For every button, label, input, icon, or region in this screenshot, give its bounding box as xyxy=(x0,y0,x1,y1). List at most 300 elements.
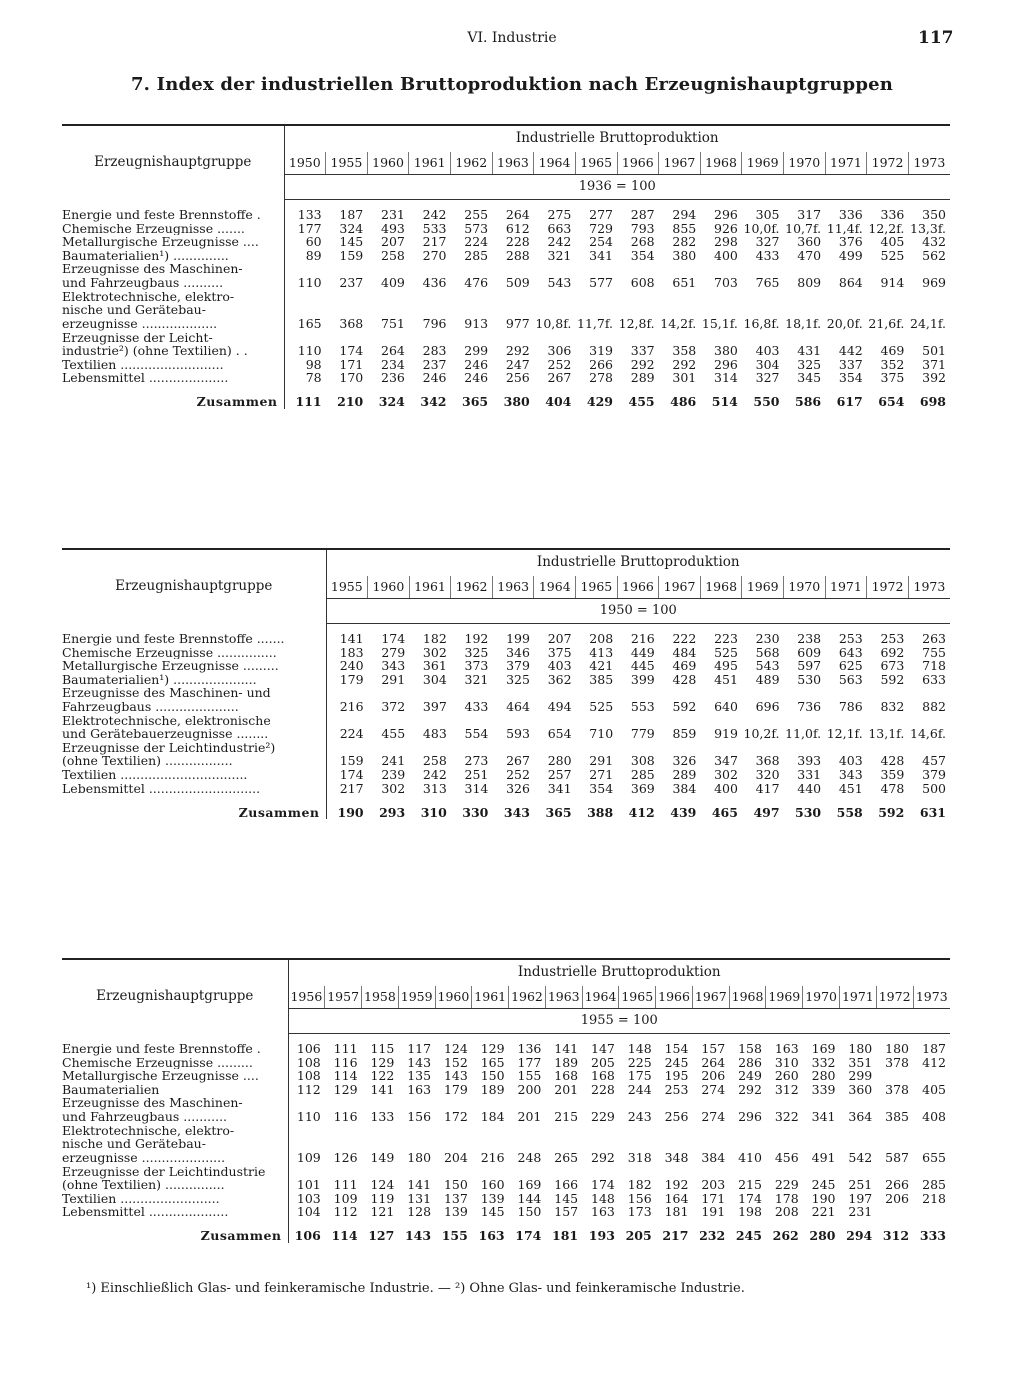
value-cell: 289 xyxy=(630,370,655,386)
value-cell: 348 xyxy=(664,1149,689,1165)
value-cell: 484 xyxy=(672,644,697,660)
value-cell: 229 xyxy=(591,1108,615,1124)
category-label-line: Erzeugnisse des Maschinen- und xyxy=(62,686,271,701)
value-cell: 148 xyxy=(591,1190,615,1206)
value-cell: 470 xyxy=(797,247,822,263)
index-table-1950-base xyxy=(62,548,950,819)
value-cell: 270 xyxy=(422,247,447,263)
value-cell: 10,2f. xyxy=(743,726,780,742)
value-cell: 109 xyxy=(333,1190,358,1206)
value-cell: 379 xyxy=(506,658,530,674)
value-cell: 451 xyxy=(838,780,863,796)
year-header: 1965 xyxy=(576,576,618,599)
value-cell: 493 xyxy=(381,220,405,236)
total-value: 280 xyxy=(809,1228,836,1244)
total-value: 232 xyxy=(699,1228,726,1244)
value-cell: 206 xyxy=(701,1068,726,1084)
table-row xyxy=(62,1165,950,1192)
year-header: 1969 xyxy=(742,152,784,175)
value-cell: 256 xyxy=(505,370,530,386)
value-cell: 751 xyxy=(381,315,405,331)
value-cell: 332 xyxy=(811,1054,836,1070)
category-label xyxy=(62,1056,288,1070)
year-header: 1970 xyxy=(803,986,840,1009)
value-cell: 165 xyxy=(297,315,322,331)
value-cell: 131 xyxy=(407,1190,432,1206)
base-year-label: 1950 = 100 xyxy=(326,599,950,624)
total-value: 412 xyxy=(628,804,655,820)
value-cell: 260 xyxy=(774,1068,799,1084)
value-cell: 10,0f. xyxy=(743,220,780,236)
value-cell: 710 xyxy=(589,726,614,742)
value-cell: 554 xyxy=(464,726,489,742)
value-cell: 14,2f. xyxy=(660,315,697,331)
value-cell: 489 xyxy=(755,671,780,687)
year-header: 1973 xyxy=(908,152,950,175)
category-label xyxy=(62,1165,288,1192)
year-header: 1957 xyxy=(325,986,362,1009)
year-header: 1973 xyxy=(913,986,950,1009)
category-label xyxy=(62,1124,288,1165)
value-cell: 643 xyxy=(838,644,863,660)
value-cell: 855 xyxy=(672,220,697,236)
category-label xyxy=(62,1205,288,1219)
value-cell: 133 xyxy=(370,1108,395,1124)
value-cell: 573 xyxy=(464,220,489,236)
value-cell: 13,1f. xyxy=(868,726,905,742)
value-cell: 400 xyxy=(714,247,738,263)
value-cell: 287 xyxy=(630,207,655,222)
value-cell: 155 xyxy=(517,1068,542,1084)
value-cell: 150 xyxy=(443,1177,468,1193)
value-cell: 410 xyxy=(738,1149,762,1165)
value-cell: 321 xyxy=(547,247,572,263)
total-value: 312 xyxy=(882,1228,910,1244)
category-label-line: Energie und feste Brennstoffe . xyxy=(62,208,261,222)
page-title: 7. Index der industriellen Bruttoproduktion nach Erzeugnishauptgruppen xyxy=(130,74,894,95)
value-cell: 451 xyxy=(714,671,738,687)
value-cell: 148 xyxy=(627,1041,652,1056)
value-cell: 543 xyxy=(547,274,572,290)
value-cell: 347 xyxy=(714,753,738,769)
year-header: 1970 xyxy=(784,152,826,175)
year-header: 1960 xyxy=(368,576,410,599)
value-cell: 98 xyxy=(305,356,322,372)
table-row xyxy=(62,358,950,372)
column-header-category: Erzeugnishauptgruppe xyxy=(62,549,326,624)
footnote: ¹) Einschließlich Glas- und feinkeramische Industrie. — ²) Ohne Glas- und feinkeramische Industrie. xyxy=(86,1281,745,1296)
total-label: Zusammen xyxy=(62,1219,288,1243)
value-cell: 242 xyxy=(422,207,447,222)
value-cell: 392 xyxy=(922,370,946,386)
column-header-category: Erzeugnishauptgruppe xyxy=(62,959,288,1034)
value-cell: 174 xyxy=(381,631,406,646)
category-label-line: Erzeugnisse der Leichtindustrie²) xyxy=(62,740,276,755)
value-cell: 336 xyxy=(838,207,863,222)
table-row xyxy=(62,235,950,249)
value-cell: 159 xyxy=(339,247,364,263)
value-cell: 246 xyxy=(464,370,489,386)
base-year-label: 1936 = 100 xyxy=(284,175,950,200)
value-cell: 478 xyxy=(880,780,905,796)
value-cell: 456 xyxy=(774,1149,799,1165)
value-cell: 204 xyxy=(443,1149,468,1165)
value-cell: 246 xyxy=(464,356,489,372)
value-cell: 129 xyxy=(480,1041,505,1056)
value-cell: 339 xyxy=(811,1081,836,1097)
value-cell: 317 xyxy=(797,207,822,222)
value-cell: 192 xyxy=(464,631,489,646)
base-year-label: 1955 = 100 xyxy=(288,1009,950,1034)
category-label-line: Erzeugnisse der Leichtindustrie xyxy=(62,1164,266,1179)
value-cell: 253 xyxy=(664,1081,689,1097)
year-header: 1955 xyxy=(326,152,368,175)
value-cell: 203 xyxy=(701,1177,726,1193)
value-cell: 89 xyxy=(305,247,322,263)
value-cell: 280 xyxy=(811,1068,836,1084)
year-header: 1958 xyxy=(362,986,399,1009)
value-cell: 368 xyxy=(755,753,780,769)
year-header: 1963 xyxy=(492,152,534,175)
category-label-line: Metallurgische Erzeugnisse .... xyxy=(62,235,259,249)
value-cell: 793 xyxy=(630,220,655,236)
value-cell xyxy=(876,1205,913,1219)
value-cell: 494 xyxy=(547,698,572,714)
total-value: 181 xyxy=(552,1228,579,1244)
value-cell: 171 xyxy=(701,1190,726,1206)
category-label xyxy=(62,768,326,782)
table-row xyxy=(62,1069,950,1083)
value-cell: 499 xyxy=(838,247,863,263)
value-cell: 160 xyxy=(480,1177,505,1193)
total-value: 654 xyxy=(878,394,905,410)
value-cell: 190 xyxy=(811,1190,836,1206)
value-cell: 158 xyxy=(738,1041,762,1056)
value-cell: 177 xyxy=(517,1054,542,1070)
value-cell: 384 xyxy=(672,780,697,796)
value-cell: 225 xyxy=(627,1054,652,1070)
value-cell: 274 xyxy=(701,1081,726,1097)
value-cell: 301 xyxy=(672,370,697,386)
value-cell: 378 xyxy=(885,1054,910,1070)
value-cell: 234 xyxy=(381,356,405,372)
value-cell: 241 xyxy=(381,753,406,769)
category-label-line: Elektrotechnische, elektronische xyxy=(62,713,271,728)
value-cell: 174 xyxy=(339,343,364,359)
value-cell: 266 xyxy=(589,356,613,372)
value-cell: 372 xyxy=(381,698,406,714)
value-cell: 256 xyxy=(664,1108,689,1124)
category-label-line: Chemische Erzeugnisse ............... xyxy=(62,645,277,660)
value-cell: 163 xyxy=(407,1081,432,1097)
value-cell: 119 xyxy=(370,1190,395,1206)
value-cell: 208 xyxy=(589,631,614,646)
category-label-line: Baumaterialien¹) .............. xyxy=(62,248,229,263)
value-cell: 246 xyxy=(422,370,447,386)
value-cell: 207 xyxy=(381,234,405,250)
value-cell: 380 xyxy=(672,247,697,263)
value-cell: 433 xyxy=(755,247,780,263)
value-cell: 302 xyxy=(422,644,447,660)
value-cell: 294 xyxy=(672,207,697,222)
value-cell: 126 xyxy=(333,1149,358,1165)
value-cell: 243 xyxy=(627,1108,652,1124)
value-cell: 563 xyxy=(838,671,863,687)
year-header: 1965 xyxy=(575,152,617,175)
value-cell: 216 xyxy=(339,698,364,714)
value-cell: 765 xyxy=(755,274,780,290)
value-cell: 292 xyxy=(630,356,655,372)
value-cell: 223 xyxy=(714,631,738,646)
value-cell: 428 xyxy=(880,753,905,769)
page-number: 117 xyxy=(918,28,954,48)
category-label xyxy=(62,371,284,385)
value-cell: 412 xyxy=(922,1054,946,1070)
value-cell: 292 xyxy=(738,1081,762,1097)
value-cell: 180 xyxy=(885,1041,910,1056)
value-cell: 326 xyxy=(506,780,530,796)
value-cell: 314 xyxy=(714,370,738,386)
table-row xyxy=(62,208,950,222)
value-cell: 124 xyxy=(443,1041,468,1056)
category-label-line: Chemische Erzeugnisse ......... xyxy=(62,1055,253,1070)
value-cell: 755 xyxy=(922,644,946,660)
value-cell: 319 xyxy=(589,343,613,359)
value-cell: 299 xyxy=(848,1068,873,1084)
table-row xyxy=(62,714,950,741)
value-cell: 914 xyxy=(880,274,905,290)
value-cell: 553 xyxy=(630,698,655,714)
value-cell: 263 xyxy=(922,631,946,646)
total-value: 190 xyxy=(337,804,364,820)
value-cell: 12,1f. xyxy=(826,726,863,742)
value-cell: 609 xyxy=(797,644,822,660)
value-cell: 542 xyxy=(848,1149,873,1165)
value-cell: 313 xyxy=(422,780,447,796)
value-cell: 242 xyxy=(422,766,447,782)
category-label xyxy=(62,1069,288,1083)
year-header: 1966 xyxy=(617,152,659,175)
value-cell: 273 xyxy=(464,753,489,769)
total-value: 455 xyxy=(628,394,655,410)
value-cell: 129 xyxy=(370,1054,395,1070)
value-cell: 562 xyxy=(922,247,946,263)
value-cell: 189 xyxy=(480,1081,505,1097)
value-cell: 251 xyxy=(848,1177,873,1193)
value-cell: 237 xyxy=(422,356,447,372)
value-cell: 397 xyxy=(422,698,447,714)
value-cell: 308 xyxy=(630,753,655,769)
value-cell: 133 xyxy=(297,207,322,222)
value-cell: 139 xyxy=(480,1190,505,1206)
table-row xyxy=(62,1096,950,1123)
value-cell: 913 xyxy=(464,315,489,331)
total-value: 698 xyxy=(919,394,946,410)
value-cell: 436 xyxy=(422,274,447,290)
category-label-line: erzeugnisse ..................... xyxy=(62,1149,226,1165)
category-label-line: nische und Gerätebau- xyxy=(62,1136,206,1152)
value-cell: 216 xyxy=(630,631,655,646)
value-cell: 282 xyxy=(672,234,697,250)
value-cell: 228 xyxy=(505,234,530,250)
value-cell: 10,8f. xyxy=(535,315,572,331)
category-label-line: Baumaterialien xyxy=(62,1082,160,1097)
value-cell: 864 xyxy=(838,274,863,290)
value-cell: 310 xyxy=(774,1054,799,1070)
category-label xyxy=(62,222,284,236)
category-label xyxy=(62,208,284,222)
value-cell: 331 xyxy=(797,766,822,782)
total-value: 342 xyxy=(420,394,447,410)
value-cell: 432 xyxy=(922,234,946,250)
table-row xyxy=(62,646,950,660)
value-cell: 258 xyxy=(422,753,447,769)
value-cell: 288 xyxy=(505,247,530,263)
year-header: 1955 xyxy=(326,576,368,599)
value-cell: 378 xyxy=(885,1081,910,1097)
total-value: 205 xyxy=(625,1228,652,1244)
value-cell: 222 xyxy=(672,631,697,646)
value-cell: 663 xyxy=(547,220,572,236)
total-value: 617 xyxy=(836,394,863,410)
value-cell: 174 xyxy=(738,1190,762,1206)
value-cell: 371 xyxy=(922,356,946,372)
value-cell: 174 xyxy=(591,1177,615,1193)
value-cell: 289 xyxy=(672,766,697,782)
value-cell: 13,3f. xyxy=(910,220,946,236)
value-cell: 306 xyxy=(547,343,572,359)
value-cell: 354 xyxy=(589,780,614,796)
value-cell: 264 xyxy=(505,207,530,222)
total-label: Zusammen xyxy=(62,795,326,819)
value-cell: 608 xyxy=(630,274,655,290)
value-cell: 692 xyxy=(880,644,905,660)
value-cell: 495 xyxy=(714,658,738,674)
value-cell: 525 xyxy=(589,698,614,714)
year-header: 1960 xyxy=(367,152,409,175)
total-value: 245 xyxy=(735,1228,762,1244)
category-label xyxy=(62,714,326,741)
total-value: 193 xyxy=(588,1228,615,1244)
value-cell: 433 xyxy=(464,698,489,714)
value-cell: 141 xyxy=(370,1081,395,1097)
category-label-line: Erzeugnisse des Maschinen- xyxy=(62,1096,243,1111)
value-cell: 141 xyxy=(339,631,364,646)
value-cell: 324 xyxy=(339,220,364,236)
value-cell: 882 xyxy=(922,698,946,714)
value-cell: 405 xyxy=(922,1081,946,1097)
group-header: Industrielle Bruttoproduktion xyxy=(284,125,950,152)
year-header: 1963 xyxy=(492,576,534,599)
table-row xyxy=(62,782,950,796)
value-cell: 242 xyxy=(547,234,572,250)
value-cell: 187 xyxy=(339,207,364,222)
value-cell: 141 xyxy=(407,1177,432,1193)
value-cell: 150 xyxy=(480,1068,505,1084)
value-cell: 115 xyxy=(370,1041,395,1056)
total-value: 486 xyxy=(670,394,697,410)
value-cell: 116 xyxy=(333,1108,358,1124)
value-cell: 279 xyxy=(381,644,406,660)
value-cell: 299 xyxy=(464,343,489,359)
value-cell: 215 xyxy=(738,1177,762,1193)
year-header: 1960 xyxy=(435,986,472,1009)
column-header-category: Erzeugnishauptgruppe xyxy=(62,125,284,200)
table-row xyxy=(62,371,950,385)
value-cell: 240 xyxy=(339,658,364,674)
value-cell: 405 xyxy=(880,234,905,250)
value-cell: 264 xyxy=(701,1054,726,1070)
table-row xyxy=(62,290,950,331)
value-cell: 286 xyxy=(738,1054,762,1070)
value-cell: 275 xyxy=(547,207,572,222)
year-header: 1962 xyxy=(451,576,493,599)
value-cell: 718 xyxy=(922,658,946,674)
total-value: 365 xyxy=(462,394,489,410)
table-row xyxy=(62,768,950,782)
total-value: 586 xyxy=(795,394,822,410)
value-cell: 337 xyxy=(630,343,655,359)
value-cell: 60 xyxy=(305,234,322,250)
value-cell: 24,1f. xyxy=(910,315,946,331)
value-cell: 533 xyxy=(422,220,447,236)
total-value: 155 xyxy=(441,1228,468,1244)
value-cell: 207 xyxy=(547,631,572,646)
category-label-line: Lebensmittel .................... xyxy=(62,1205,229,1219)
value-cell: 264 xyxy=(381,343,405,359)
value-cell: 164 xyxy=(664,1190,689,1206)
value-cell: 201 xyxy=(517,1108,542,1124)
value-cell: 525 xyxy=(714,644,738,660)
value-cell: 257 xyxy=(547,766,572,782)
category-label-line: (ohne Textilien) ................. xyxy=(62,753,233,768)
value-cell: 322 xyxy=(774,1108,799,1124)
value-cell: 109 xyxy=(296,1149,321,1165)
category-label-line: Textilien ................................ xyxy=(62,767,248,782)
value-cell: 271 xyxy=(589,766,614,782)
year-header: 1971 xyxy=(825,152,867,175)
value-cell: 325 xyxy=(464,644,489,660)
value-cell: 205 xyxy=(591,1054,615,1070)
category-label-line: Elektrotechnische, elektro- xyxy=(62,1123,235,1138)
value-cell: 238 xyxy=(797,631,822,646)
value-cell: 491 xyxy=(811,1149,836,1165)
category-label-line: und Fahrzeugbaus .......... xyxy=(62,274,224,290)
value-cell: 696 xyxy=(755,698,780,714)
category-label xyxy=(62,235,284,249)
category-label xyxy=(62,331,284,358)
value-cell: 245 xyxy=(811,1177,836,1193)
total-value: 429 xyxy=(586,394,613,410)
value-cell: 314 xyxy=(464,780,489,796)
table-row xyxy=(62,262,950,289)
value-cell: 110 xyxy=(297,343,322,359)
value-cell: 253 xyxy=(838,631,863,646)
value-cell: 296 xyxy=(714,356,738,372)
value-cell: 500 xyxy=(922,780,946,796)
value-cell: 112 xyxy=(296,1081,321,1097)
year-header: 1961 xyxy=(409,152,451,175)
value-cell: 577 xyxy=(589,274,613,290)
category-label-line: Erzeugnisse der Leicht- xyxy=(62,330,213,345)
value-cell: 112 xyxy=(333,1204,358,1220)
year-header: 1967 xyxy=(659,576,701,599)
table-row xyxy=(62,331,950,358)
value-cell: 236 xyxy=(381,370,405,386)
value-cell: 267 xyxy=(547,370,572,386)
category-label xyxy=(62,659,326,673)
value-cell: 809 xyxy=(797,274,822,290)
